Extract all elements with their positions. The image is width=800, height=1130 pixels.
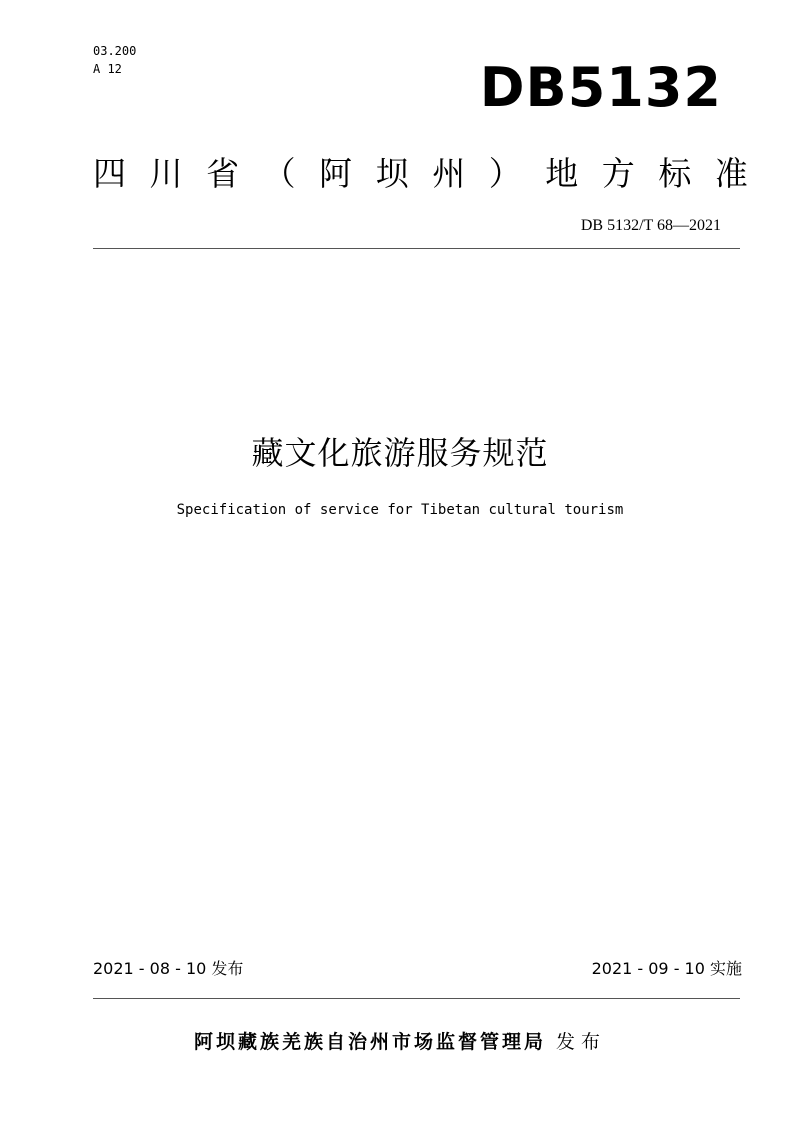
standard-type-char: 州 <box>432 154 466 193</box>
standard-type-char: 地 <box>545 154 579 193</box>
implement-date: 2021 - 09 - 10 实施 <box>591 959 742 978</box>
standard-type <box>93 148 748 195</box>
standard-type-char: 阿 <box>319 154 353 193</box>
bottom-divider <box>93 998 740 999</box>
standard-type-char: （ <box>262 154 296 193</box>
issuer <box>0 1027 800 1054</box>
top-divider <box>93 248 740 249</box>
standard-type-char: 坝 <box>375 154 409 193</box>
standard-logo: DB5132 <box>479 56 722 119</box>
standard-type-char: ） <box>488 154 522 193</box>
standard-type-char: 川 <box>149 154 183 193</box>
issuer-suffix: 发布 <box>556 1031 607 1053</box>
standard-type-char: 方 <box>601 154 635 193</box>
issuer-name: 阿坝藏族羌族自治州市场监督管理局 <box>193 1031 546 1053</box>
title-english: Specification of service for Tibetan cultural tourism <box>176 502 624 518</box>
standard-code: DB 5132/T 68—2021 <box>580 217 721 234</box>
standard-type-char: 准 <box>714 154 748 193</box>
title-chinese: 藏文化旅游服务规范 <box>251 434 549 472</box>
standard-type-char: 省 <box>206 154 240 193</box>
ccs-code: A 12 <box>93 62 122 76</box>
standard-type-char: 标 <box>658 154 692 193</box>
standard-type-char: 四 <box>93 154 126 193</box>
ics-code: 03.200 <box>93 44 137 58</box>
publish-date: 2021 - 08 - 10 发布 <box>93 959 244 978</box>
classification-codes <box>93 42 136 78</box>
